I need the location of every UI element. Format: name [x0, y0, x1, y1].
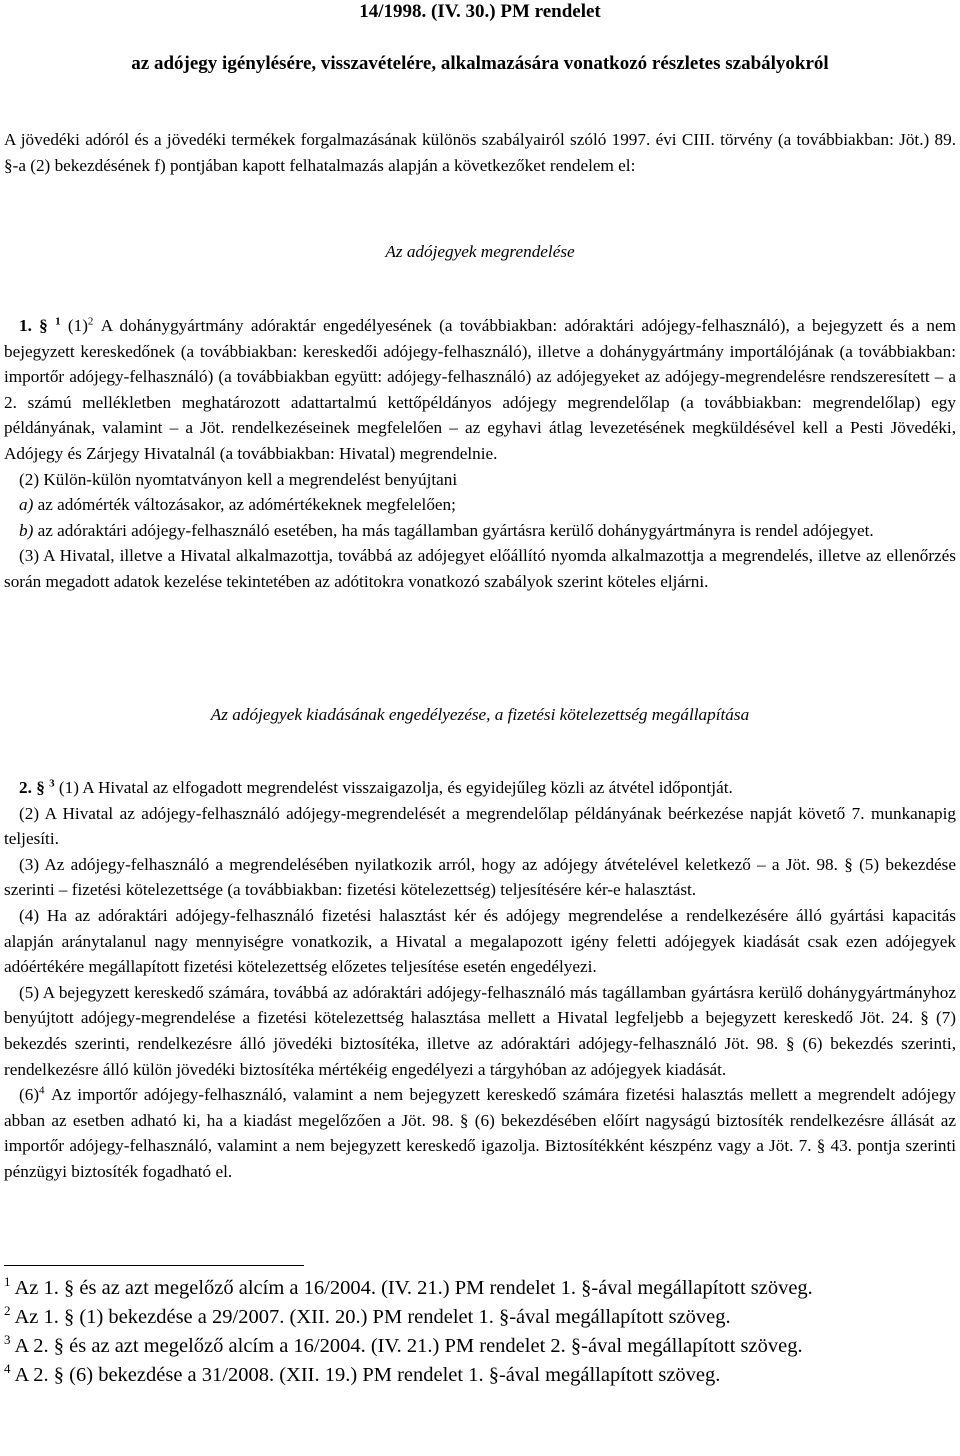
section-2-para-5: (5) A bejegyzett kereskedő számára, továbbá az adóraktári adójegy-felhasználó más tagállamban gyártásra kerülő dohánygyártmányhoz benyújtott adójegy-megrendelése a fizetési kötelezettség halasztása mellett a Hivatal legfeljebb a bejegyzett kereskedő Jöt. 24. § (7) bekezdés szerinti, rendelkezésre álló jövedéki biztosítéka, illetve az adóraktári adójegy-felhasználó Jöt. 98. § (6) bekezdés szerinti, rendelkezésre álló külön jövedéki biztosítéka mértékéig engedélyezi a tárgyhóban az adójegyek kiadását. — [4, 982, 956, 1079]
section-1-para-1-text: A dohánygyártmány adóraktár engedélyesének (a továbbiakban: adóraktári adójegy-felhasználó), a bejegyzett és a nem bejegyzett kereskedőnek (a továbbiakban: kereskedői adójegy-felhasználó), illetve a dohánygyártmány importálójának (a továbbiakban: importőr adójegy-felhasználó) (a továbbiakban együtt: adójegy-felhasználó) az adójegyeket az adójegy-megrendelésre rendszeresített – a 2. számú mellékletben meghatározott adattartalmú kettőpéldányos adójegy megrendelőlap (a továbbiakban: megrendelőlap) egy példányának, valamint – a Jöt. rendelkezéseinek megfelelően – az egyhavi átlag levezetésének megküldésével kell a Pesti Jövedéki, Adójegy és Zárjegy Hivatalnál (a továbbiakban: Hivatal) megrendelnie. — [4, 316, 957, 463]
section-2-para-4: (4) Ha az adóraktári adójegy-felhasználó fizetési halasztást kér és adójegy megrendelése a rendelkezésére álló gyártási kapacitás alapján aránytalanul nagy mennyiségre vonatkozik, a Hivatal a megalapozott igény feletti adójegyek kiadását csak ezen adójegyek adóértékére megállapított fizetési kötelezettség előzetes teljesítése esetén engedélyezi. — [4, 905, 956, 977]
footnote-2-text: Az 1. § (1) bekezdése a 29/2007. (XII. 20.) PM rendelet 1. §-ával megállapított szöveg. — [14, 1306, 731, 1328]
section-2-para-6-text: Az importőr adójegy-felhasználó, valamint a nem bejegyzett kereskedő számára fizetési halasztás mellett a megrendelt adójegy abban az esetben adható ki, ha a kiadást megelőzően a Jöt. 98. § (6) bekezdésében előírt nagyságú biztosíték rendelkezésre állását az importőr adójegy-felhasználó, valamint a nem bejegyzett kereskedő igazolja. Biztosítékként készpénz vagy a Jöt. 7. § 43. pontja szerinti pénzügyi biztosíték fogadható el. — [4, 1085, 957, 1181]
section-1-para-1 — [4, 313, 956, 467]
footnotes — [4, 1274, 956, 1390]
document-title: 14/1998. (IV. 30.) PM rendelet — [359, 1, 601, 22]
footnote-1-number: 1 — [4, 1274, 11, 1290]
footnote-ref-3: 3 — [49, 777, 55, 790]
section-2-number: 2. § — [19, 778, 45, 797]
section-1-para-2: (2) Külön-külön nyomtatványon kell a megrendelést benyújtani — [19, 469, 458, 489]
footnote-2 — [4, 1303, 956, 1332]
section-2 — [4, 775, 956, 1185]
section-1-number: 1. § — [19, 316, 48, 335]
point-a-text: az adómérték változásakor, az adómértékeknek megfelelően; — [37, 495, 456, 515]
footnote-ref-4: 4 — [39, 1084, 45, 1097]
section-heading-2: Az adójegyek kiadásának engedélyezése, a fizetési kötelezettség megállapítása — [210, 705, 750, 724]
section-2-para-2: (2) A Hivatal az adójegy-felhasználó adójegy-megrendelését a megrendelőlap példányának beérkezése napját követő 7. munkanapig teljesíti. — [4, 803, 956, 849]
section-2-para-1 — [4, 775, 956, 801]
footnote-4 — [4, 1361, 956, 1390]
point-a-label: a) — [19, 495, 34, 515]
point-b-label: b) — [19, 520, 34, 540]
footnote-1-text: Az 1. § és az azt megelőző alcím a 16/2004. (IV. 21.) PM rendelet 1. §-ával megállapított szöveg. — [14, 1277, 813, 1299]
section-1-point-b — [4, 518, 956, 544]
footnote-divider — [4, 1265, 304, 1266]
section-1 — [4, 313, 956, 595]
footnote-3 — [4, 1332, 956, 1361]
section-1-para-3: (3) A Hivatal, illetve a Hivatal alkalmazottja, továbbá az adójegyet előállító nyomda alkalmazottja a megrendelés, illetve az ellenőrzés során megadott adatok kezelése tekintetében az adótitokra vonatkozó szabályok szerint köteles eljárni. — [4, 546, 956, 591]
footnote-ref-2: 2 — [87, 315, 94, 328]
footnote-4-number: 4 — [4, 1361, 11, 1377]
section-2-para-6 — [4, 1082, 956, 1184]
section-heading-1: Az adójegyek megrendelése — [385, 242, 575, 261]
preamble — [4, 127, 956, 178]
footnote-ref-1: 1 — [55, 315, 61, 328]
section-2-para-6-label: (6) — [19, 1085, 40, 1105]
footnote-2-number: 2 — [4, 1303, 11, 1319]
section-2-para-3: (3) Az adójegy-felhasználó a megrendelésében nyilatkozik arról, hogy az adójegy átvételével keletkező – a Jöt. 98. § (5) bekezdése szerinti – fizetési kötelezettsége (a továbbiakban: fizetési kötelezettség) teljesítésére kér-e halasztást. — [4, 854, 956, 900]
footnote-1 — [4, 1274, 956, 1303]
footnote-3-text: A 2. § és az azt megelőző alcím a 16/2004. (IV. 21.) PM rendelet 2. §-ával megállapított szöveg. — [14, 1335, 803, 1357]
section-1-point-a — [4, 492, 956, 518]
section-1-para-label: (1) — [67, 316, 88, 335]
section-2-para-1-text: (1) A Hivatal az elfogadott megrendelést visszaigazolja, és egyidejűleg közli az átvétel időpontját. — [58, 778, 733, 797]
footnote-3-number: 3 — [4, 1332, 11, 1348]
preamble-text: A jövedéki adóról és a jövedéki termékek forgalmazásának különös szabályairól szóló 1997. évi CIII. törvény (a továbbiakban: Jöt.) 89. §-a (2) bekezdésének f) pontjában kapott felhatalmazás alapján a következőket rendelem el: — [4, 130, 956, 175]
document-subtitle: az adójegy igénylésére, visszavételére, alkalmazására vonatkozó részletes szabályokról — [131, 53, 829, 74]
point-b-text: az adóraktári adójegy-felhasználó esetében, ha más tagállamban gyártásra kerülő dohánygyártmányra is rendel adójegyet. — [37, 520, 874, 540]
footnote-4-text: A 2. § (6) bekezdése a 31/2008. (XII. 19.) PM rendelet 1. §-ával megállapított szöveg. — [14, 1364, 721, 1386]
